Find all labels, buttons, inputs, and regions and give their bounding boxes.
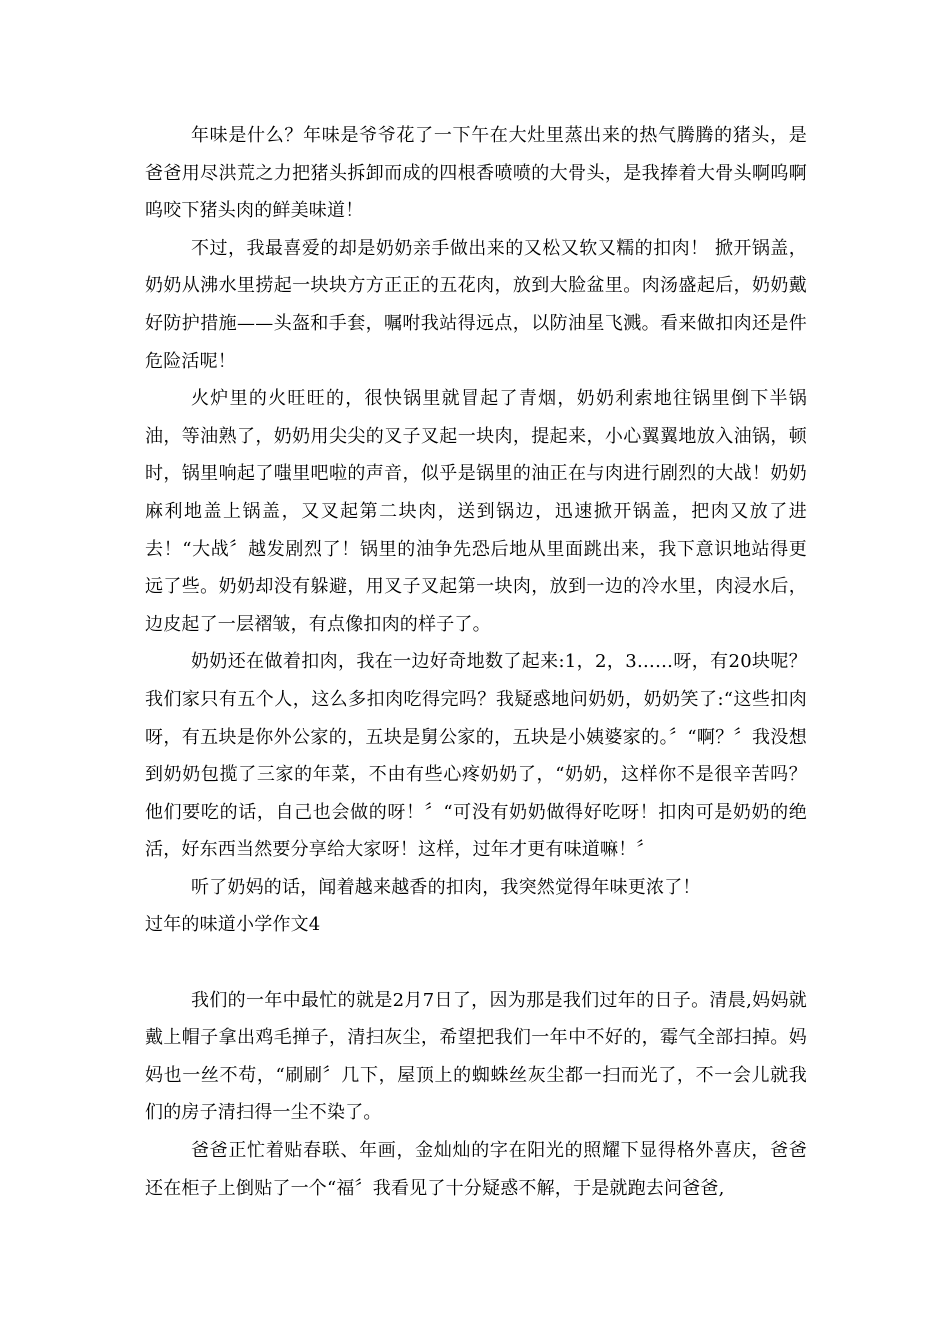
- paragraph-4: 奶奶还在做着扣肉，我在一边好奇地数了起来:1，2，3……呀，有20块呢？我们家只有五个人，这么多扣肉吃得完吗？我疑惑地问奶奶，奶奶笑了:“这些扣肉呀，有五块是你外公家的，五块是舅公家的，五块是小姨婆家的。〞“啊？〞我没想到奶奶包揽了三家的年菜，不由有些心疼奶奶了，“奶奶，这样你不是很辛苦吗？他们要吃的话，自己也会做的呀！〞“可没有奶奶做得好吃呀！扣肉可是奶奶的绝活，好东西当然要分享给大家呀！这样，过年才更有味道嘛！〞: [145, 651, 807, 861]
- paragraph-7: 爸爸正忙着贴春联、年画，金灿灿的字在阳光的照耀下显得格外喜庆，爸爸还在柜子上倒贴了一个“福〞我看见了十分疑惑不解，于是就跑去问爸爸,: [145, 1140, 807, 1199]
- paragraph-1: 年味是什么？年味是爷爷花了一下午在大灶里蒸出来的热气腾腾的猪头，是爸爸用尽洪荒之力把猪头拆卸而成的四根香喷喷的大骨头，是我捧着大骨头啊呜啊呜咬下猪头肉的鲜美味道！: [145, 125, 807, 222]
- paragraph-3: 火炉里的火旺旺的，很快锅里就冒起了青烟，奶奶利索地往锅里倒下半锅油，等油熟了，奶奶用尖尖的叉子叉起一块肉，提起来，小心翼翼地放入油锅，顿时，锅里响起了嗤里吧啦的声音，似乎是锅里的油正在与肉进行剧烈的大战！奶奶麻利地盖上锅盖，又叉起第二块肉，送到锅边，迅速掀开锅盖，把肉又放了进去！“大战〞越发剧烈了！锅里的油争先恐后地从里面跳出来，我下意识地站得更远了些。奶奶却没有躲避，用叉子叉起第一块肉，放到一边的冷水里，肉浸水后，边皮起了一层褶皱，有点像扣肉的样子了。: [145, 388, 807, 635]
- blank-line: [145, 944, 807, 982]
- paragraph-5: 听了奶妈的话，闻着越来越香的扣肉，我突然觉得年味更浓了！: [191, 876, 701, 898]
- paragraph-6: 我们的一年中最忙的就是2月7日了，因为那是我们过年的日子。清晨,妈妈就戴上帽子拿出鸡毛掸子，清扫灰尘，希望把我们一年中不好的，霉气全部扫掉。妈妈也一丝不苟，“刷刷〞几下，屋顶上的蜘蛛丝灰尘都一扫而光了，不一会儿就我们的房子清扫得一尘不染了。: [145, 989, 807, 1124]
- document-page: [145, 117, 807, 1207]
- paragraph-2: 不过，我最喜爱的却是奶奶亲手做出来的又松又软又糯的扣肉！ 掀开锅盖，奶奶从沸水里捞起一块块方方正正的五花肉，放到大脸盆里。肉汤盛起后，奶奶戴好防护措施——头盔和手套，嘱咐我站得远点，以防油星飞溅。看来做扣肉还是件危险活呢！: [145, 237, 807, 372]
- section-heading: 过年的味道小学作文4: [145, 914, 321, 936]
